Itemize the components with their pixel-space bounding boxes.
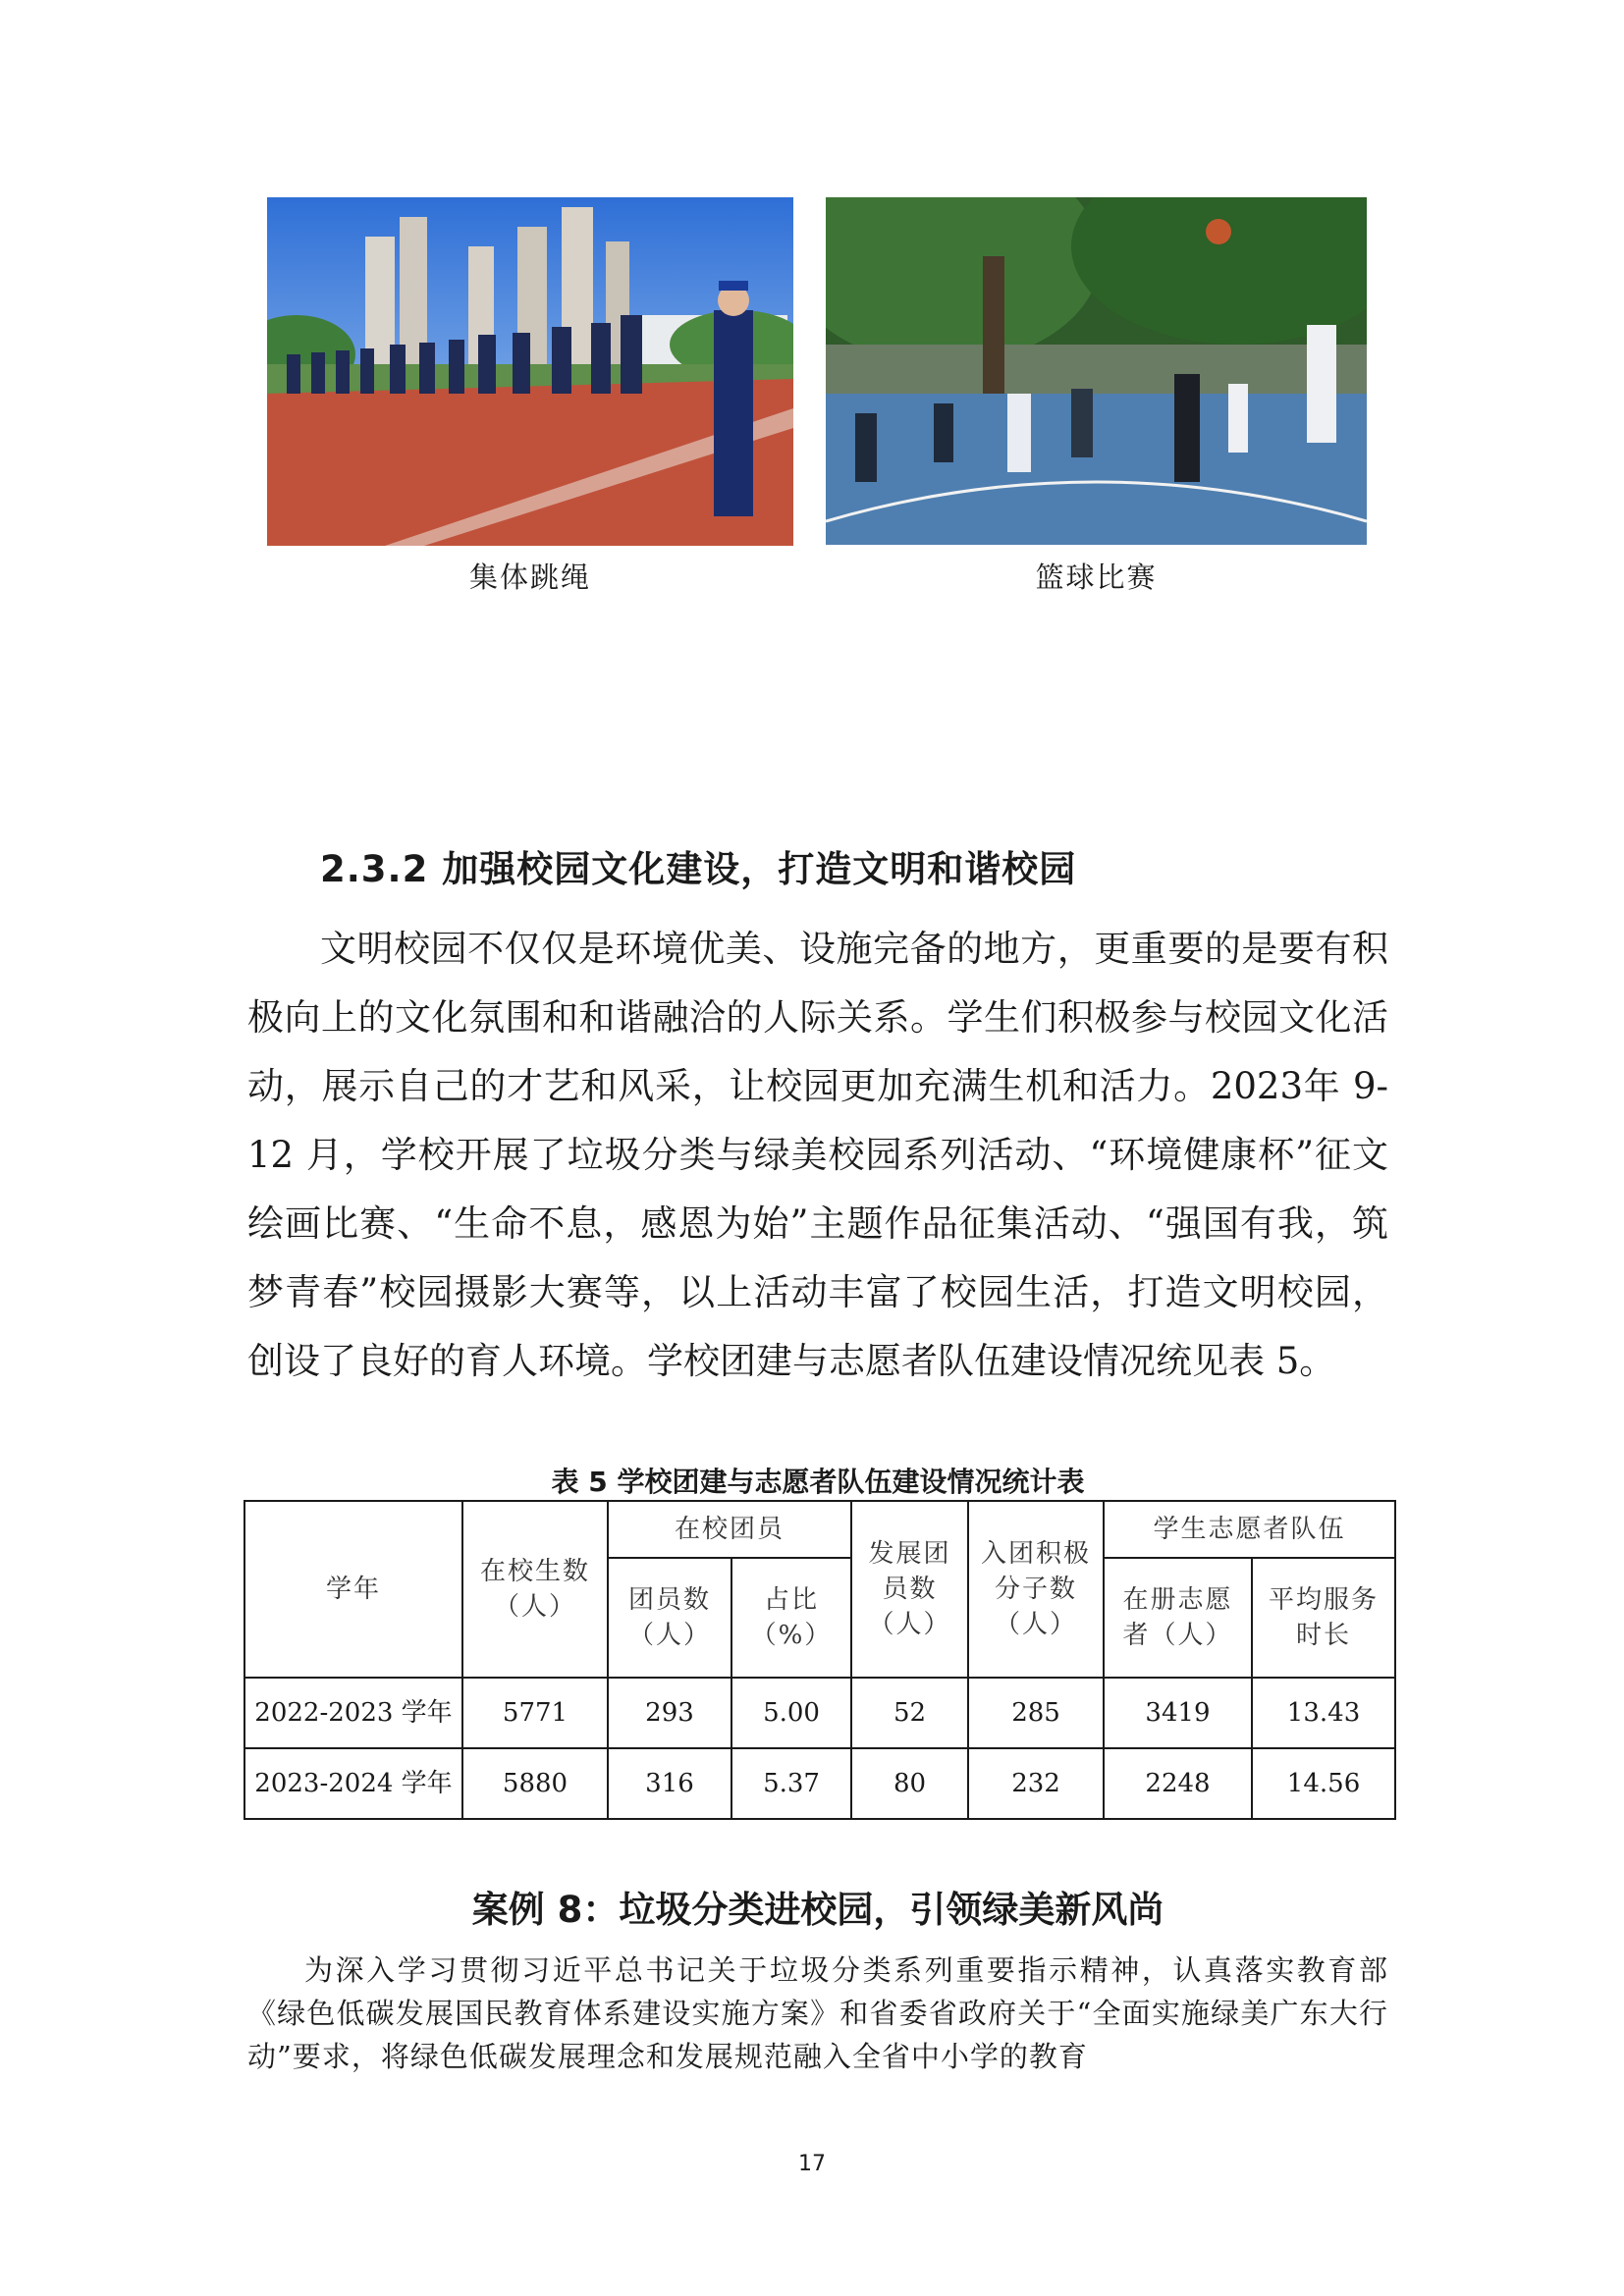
cell-year: 2022-2023 学年 — [244, 1678, 462, 1748]
cell-ratio: 5.00 — [731, 1678, 851, 1748]
photo-caption-rope-skipping: 集体跳绳 — [468, 561, 591, 594]
cell-members: 293 — [608, 1678, 731, 1748]
cell-hours: 14.56 — [1252, 1748, 1395, 1819]
cell-students: 5771 — [462, 1678, 608, 1748]
header-members-group: 在校团员 — [608, 1501, 851, 1558]
table-row — [244, 1748, 1395, 1819]
cell-volunteers: 3419 — [1104, 1678, 1252, 1748]
header-year: 学年 — [244, 1501, 462, 1678]
header-registered: 在册志愿者（人） — [1104, 1558, 1252, 1678]
cell-ratio: 5.37 — [731, 1748, 851, 1819]
cell-hours: 13.43 — [1252, 1678, 1395, 1748]
cell-members: 316 — [608, 1748, 731, 1819]
header-member-count: 团员数（人） — [608, 1558, 731, 1678]
table-title: 表 5 学校团建与志愿者队伍建设情况统计表 — [551, 1466, 1085, 1498]
cell-activists: 232 — [968, 1748, 1104, 1819]
table-row — [244, 1678, 1395, 1748]
header-volunteer-group: 学生志愿者队伍 — [1104, 1501, 1395, 1558]
cell-activists: 285 — [968, 1678, 1104, 1748]
section-paragraph: 文明校园不仅仅是环境优美、设施完备的地方，更重要的是要有积极向上的文化氛围和和谐融洽的人际关系。学生们积极参与校园文化活动，展示自己的才艺和风采，让校园更加充满生机和活力。2023年 9-12 月，学校开展了垃圾分类与绿美校园系列活动、“环境健康杯”征文绘画比赛、“生命不息，感恩为始”主题作品征集活动、“强国有我，筑梦青春”校园摄影大赛等，以上活动丰富了校园生活，打造文明校园，创设了良好的育人环境。学校团建与志愿者队伍建设情况统见表 5。 — [247, 928, 1388, 1382]
page-number: 17 — [798, 2152, 826, 2176]
header-member-ratio: 占比（%） — [731, 1558, 851, 1678]
case-title: 案例 8：垃圾分类进校园，引领绿美新风尚 — [471, 1889, 1164, 1931]
cell-year: 2023-2024 学年 — [244, 1748, 462, 1819]
header-students: 在校生数（人） — [462, 1501, 608, 1678]
rope-skipping-photo — [267, 197, 793, 546]
cell-developed: 52 — [851, 1678, 968, 1748]
header-avg-hours: 平均服务时长 — [1252, 1558, 1395, 1678]
section-heading: 2.3.2 加强校园文化建设，打造文明和谐校园 — [320, 848, 1077, 890]
case-paragraph: 为深入学习贯彻习近平总书记关于垃圾分类系列重要指示精神，认真落实教育部《绿色低碳发展国民教育体系建设实施方案》和省委省政府关于“全面实施绿美广东大行动”要求，将绿色低碳发展理念和发展规范融入全省中小学的教育 — [247, 1953, 1388, 2073]
header-developed: 发展团员数（人） — [851, 1501, 968, 1678]
cell-students: 5880 — [462, 1748, 608, 1819]
cell-volunteers: 2248 — [1104, 1748, 1252, 1819]
cell-developed: 80 — [851, 1748, 968, 1819]
basketball-photo — [826, 197, 1367, 545]
photo-caption-basketball: 篮球比赛 — [1035, 561, 1158, 594]
header-activists: 入团积极分子数（人） — [968, 1501, 1104, 1678]
statistics-table — [244, 1500, 1396, 1820]
